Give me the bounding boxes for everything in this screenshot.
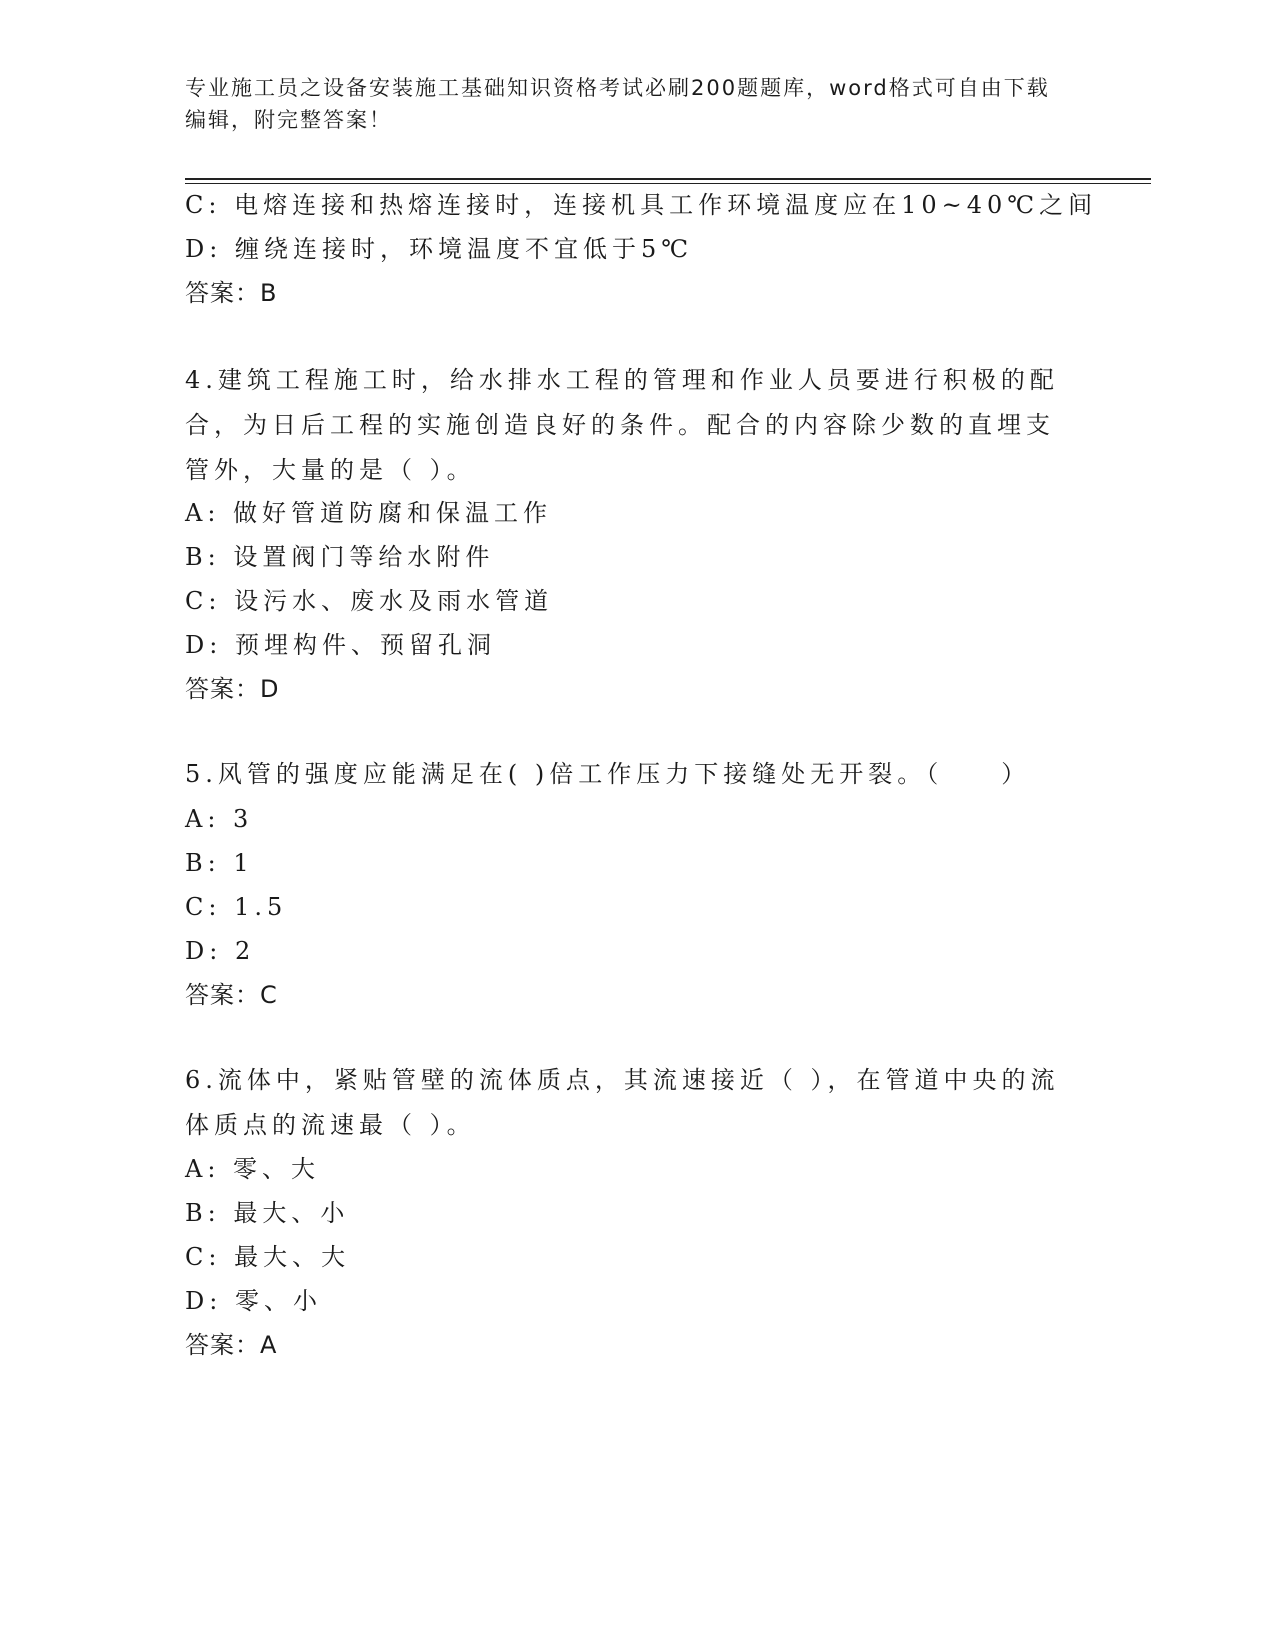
header-rule-thin <box>185 183 1151 184</box>
q4-stem: 4.建筑工程施工时，给水排水工程的管理和作业人员要进行积极的配合，为日后工程的实施创造良好的条件。配合的内容除少数的直埋支管外，大量的是（ ）。 <box>185 366 1059 484</box>
q4-option-c: C: 设污水、废水及雨水管道 <box>185 587 554 615</box>
q5-answer: 答案：C <box>185 981 278 1009</box>
q5-option-d: D: 2 <box>185 937 256 965</box>
header-rule-thick <box>185 178 1151 180</box>
q4-answer: 答案：D <box>185 675 280 703</box>
q4-option-b: B: 设置阀门等给水附件 <box>185 543 495 571</box>
q5-option-c: C: 1.5 <box>185 893 288 921</box>
q3-option-d: D: 缠绕连接时，环境温度不宜低于5℃ <box>185 235 694 263</box>
q6-stem: 6.流体中，紧贴管壁的流体质点，其流速接近（ ），在管道中央的流体质点的流速最（ ）。 <box>185 1066 1060 1139</box>
q5-stem: 5.风管的强度应能满足在( )倍工作压力下接缝处无开裂。（ ） <box>185 760 1031 788</box>
q6-option-a: A: 零、大 <box>185 1155 321 1183</box>
q6-option-b: B: 最大、小 <box>185 1199 350 1227</box>
q6-option-c: C: 最大、大 <box>185 1243 351 1271</box>
q6-answer: 答案：A <box>185 1331 278 1359</box>
q5-option-b: B: 1 <box>185 849 254 877</box>
q4-option-d: D: 预埋构件、预留孔洞 <box>185 631 496 659</box>
q3-option-c: C: 电熔连接和热熔连接时，连接机具工作环境温度应在10~40℃之间 <box>185 191 1098 219</box>
q5-option-a: A: 3 <box>185 805 254 833</box>
q4-option-a: A: 做好管道防腐和保温工作 <box>185 499 553 527</box>
q6-option-d: D: 零、小 <box>185 1287 322 1315</box>
document-header: 专业施工员之设备安装施工基础知识资格考试必刷200题题库，word格式可自由下载编辑，附完整答案！ <box>185 76 1050 132</box>
q3-answer: 答案：B <box>185 279 278 307</box>
